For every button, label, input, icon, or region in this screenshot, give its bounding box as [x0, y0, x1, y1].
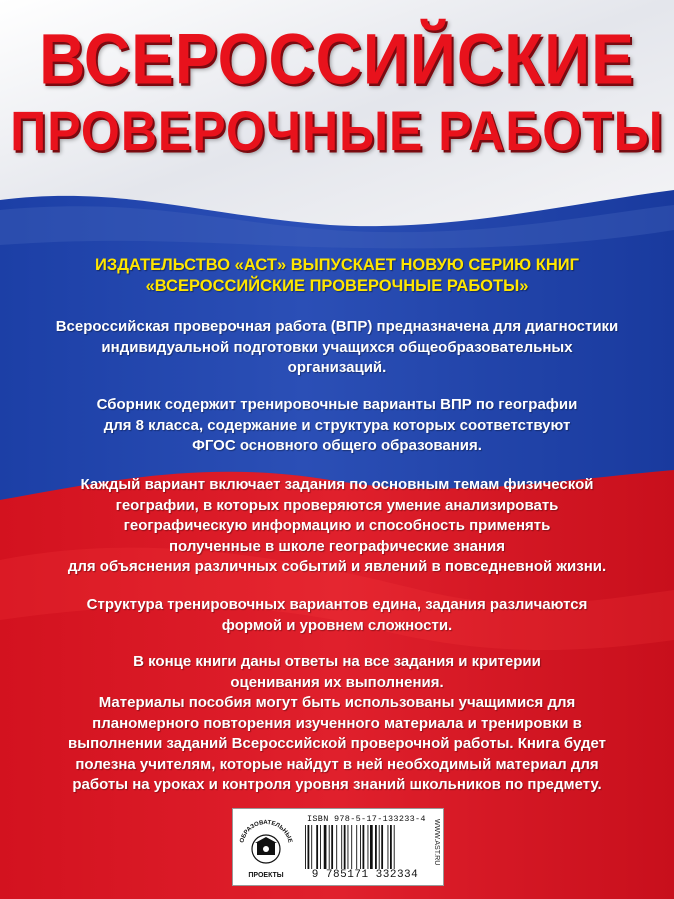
paragraph-structure [20, 595, 654, 636]
text-line: оценивания их выполнения. [230, 673, 444, 691]
paragraph-purpose [20, 317, 654, 379]
text-line: В конце книги даны ответы на все задания и критерии [133, 653, 541, 670]
text-line: для объяснения различных событий и явлений в повседневной жизни. [67, 558, 607, 575]
series-title-line1: ВСЕРОССИЙСКИЕ [39, 18, 635, 100]
text-line: полученные в школе географические знания [168, 537, 506, 555]
barcode-number: 9 785171 332334 [311, 869, 419, 881]
text-line: организаций. [287, 359, 387, 376]
text-line: индивидуальной подготовки учащихся общеобразовательных [101, 338, 573, 356]
barcode-panel [232, 808, 444, 886]
text-line: работы на уроках и контроля уровня знаний школьников по предмету. [72, 776, 602, 793]
text-line: Сборник содержит тренировочные варианты ВПР по географии [96, 396, 578, 413]
logo-text-top: ОБРАЗОВАТЕЛЬНЫЕ [239, 819, 293, 844]
text-line: Всероссийская проверочная работа (ВПР) предназначена для диагностики [55, 318, 619, 335]
publisher-headline [0, 255, 674, 297]
text-line: географическую информацию и способность применять [123, 517, 551, 534]
publisher-website: WWW.AST.RU [433, 819, 440, 866]
isbn-text: ISBN 978-5-17-133233-4 [307, 814, 426, 824]
barcode-bars [303, 825, 427, 869]
paragraph-variants [20, 475, 654, 578]
paragraph-answers [20, 652, 654, 796]
text-line: географии, в которых проверяются умение анализировать [115, 496, 559, 514]
text-line: Структура тренировочных вариантов едина, задания различаются [86, 596, 588, 613]
text-line: для 8 класса, содержание и структура которых соответствуют [103, 416, 571, 434]
text-line: Материалы пособия могут быть использованы учащимися для [98, 694, 576, 711]
text-line: ФГОС основного общего образования. [192, 437, 482, 454]
headline-line: ИЗДАТЕЛЬСТВО «АСТ» ВЫПУСКАЕТ НОВУЮ СЕРИЮ КНИГ [95, 256, 579, 274]
text-line: Каждый вариант включает задания по основным темам физической [80, 476, 594, 493]
text-line: планомерного повторения изученного материала и тренировки в [92, 714, 582, 732]
text-line: формой и уровнем сложности. [221, 616, 453, 634]
educational-projects-logo [237, 813, 295, 881]
series-title-line2: ПРОВЕРОЧНЫЕ РАБОТЫ [10, 99, 664, 163]
headline-line: «ВСЕРОССИЙСКИЕ ПРОВЕРОЧНЫЕ РАБОТЫ» [145, 277, 529, 295]
text-line: выполнении заданий Всероссийской проверочной работы. Книга будет [68, 735, 606, 752]
logo-text-bottom: ПРОЕКТЫ [248, 872, 284, 879]
paragraph-contents [20, 395, 654, 457]
text-line: полезна учителям, которые найдут в ней необходимый материал для [75, 755, 599, 773]
